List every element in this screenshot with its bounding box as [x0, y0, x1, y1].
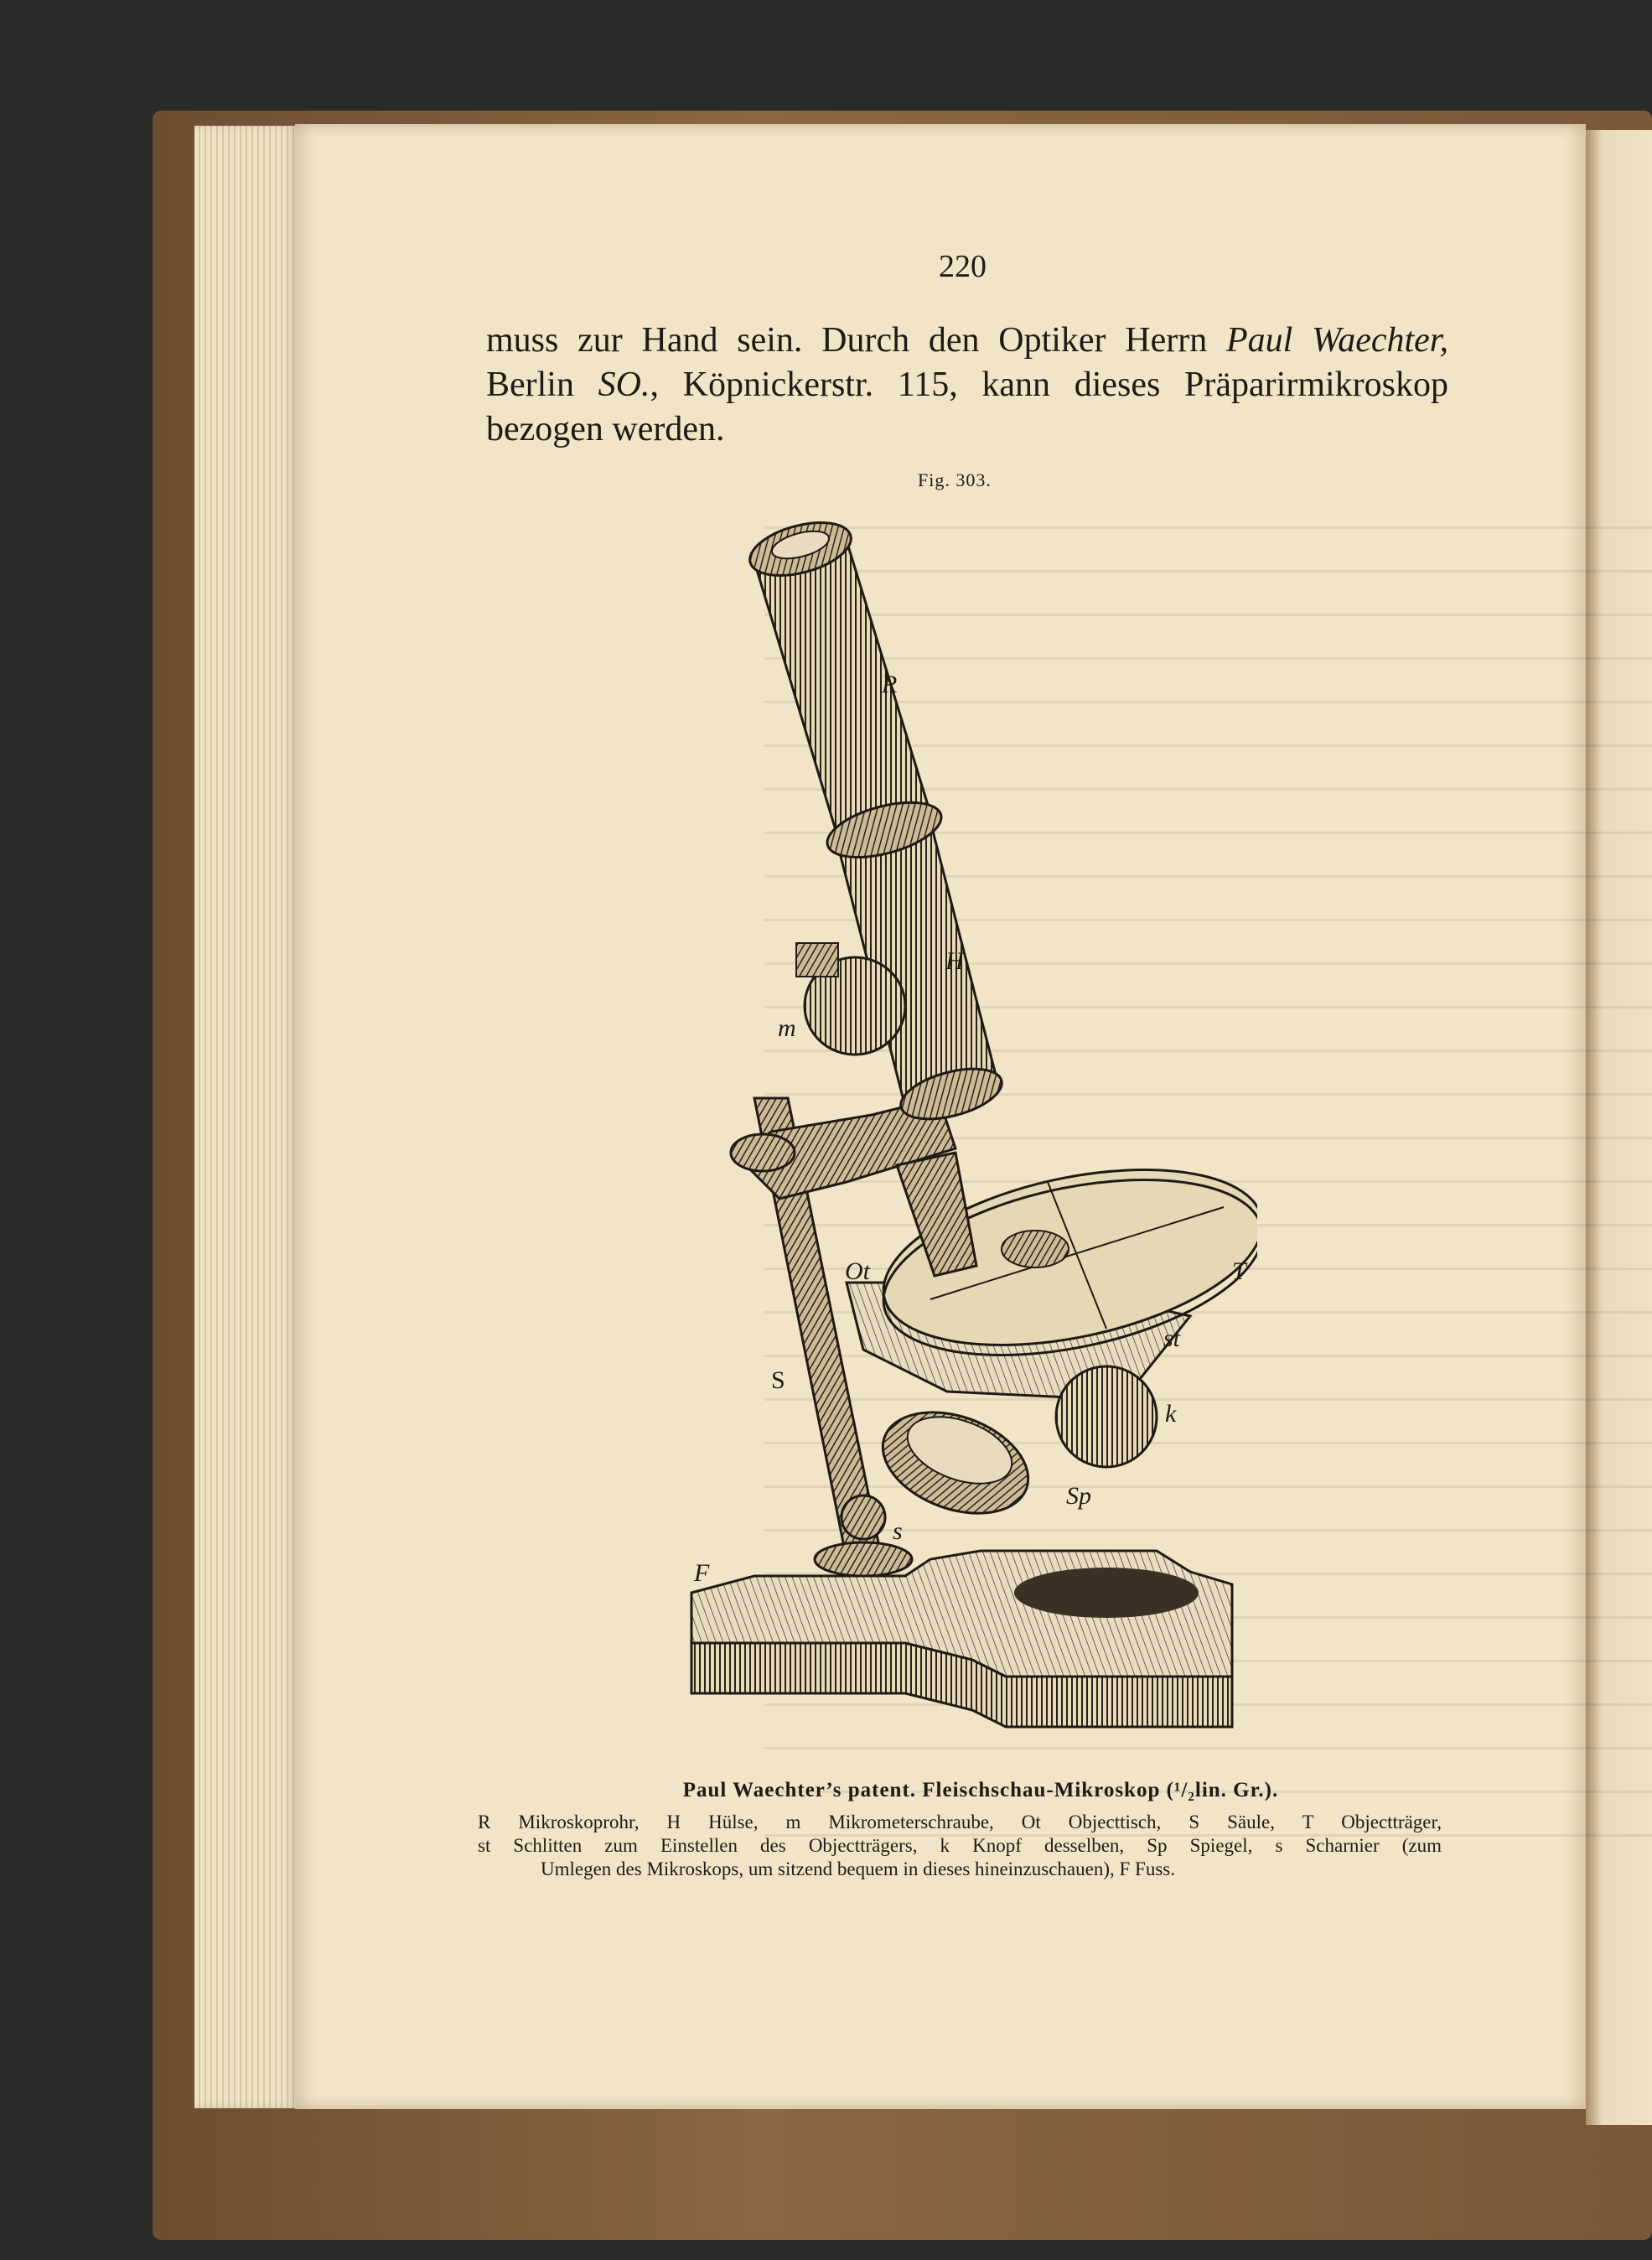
- page-block-edges: [194, 126, 297, 2108]
- figure-caption-title: Paul Waechter’s patent. Fleischschau-Mikroskop (¹/₂lin. Gr.).: [682, 1779, 1279, 1801]
- next-page-edge: [1586, 130, 1652, 2125]
- body-line-1: muss zur Hand sein. Durch den Optiker Herrn Paul Waechter,: [486, 321, 1448, 360]
- label-k: k: [1165, 1400, 1177, 1428]
- legend-line-1: R Mikroskoprohr, H Hülse, m Mikrometerschraube, Ot Objecttisch, S Säule, T Objectträger,: [478, 1812, 1442, 1832]
- label-Sp: Sp: [1066, 1482, 1091, 1510]
- label-H: H: [945, 947, 964, 975]
- label-F: F: [694, 1559, 710, 1587]
- label-T: T: [1232, 1257, 1246, 1285]
- label-Ot: Ot: [845, 1257, 870, 1285]
- hinge: [842, 1495, 885, 1539]
- body-line-2: Berlin SO., Köpnickerstr. 115, kann dieses Präparirmikroskop: [486, 365, 1448, 404]
- figure-caption-legend: [478, 1811, 1442, 1881]
- page-number: 220: [939, 249, 987, 284]
- label-s: s: [893, 1517, 903, 1545]
- legend-line-3: Umlegen des Mikroskops, um sitzend bequem in dieses hineinzuschauen), F Fuss.: [541, 1858, 1175, 1879]
- district-abbrev: SO.: [598, 365, 650, 404]
- legend-line-2: st Schlitten zum Einstellen des Objectträgers, k Knopf desselben, Sp Spiegel, s Scharnier (zum: [478, 1835, 1442, 1856]
- label-R: R: [882, 671, 898, 698]
- body-line-3: bezogen werden.: [486, 410, 725, 448]
- microscope-illustration: [654, 511, 1257, 1769]
- label-m: m: [778, 1014, 796, 1042]
- label-S: S: [771, 1366, 785, 1394]
- base-cutout: [1014, 1568, 1199, 1618]
- optician-name: Paul Waechter,: [1226, 321, 1448, 360]
- main-tube: [754, 541, 930, 838]
- body-paragraph: [486, 319, 1448, 452]
- microscope-engraving: [654, 511, 1257, 1769]
- label-st: st: [1163, 1324, 1181, 1352]
- figure-number: Fig. 303.: [918, 469, 992, 490]
- stage-knob: [1056, 1366, 1157, 1467]
